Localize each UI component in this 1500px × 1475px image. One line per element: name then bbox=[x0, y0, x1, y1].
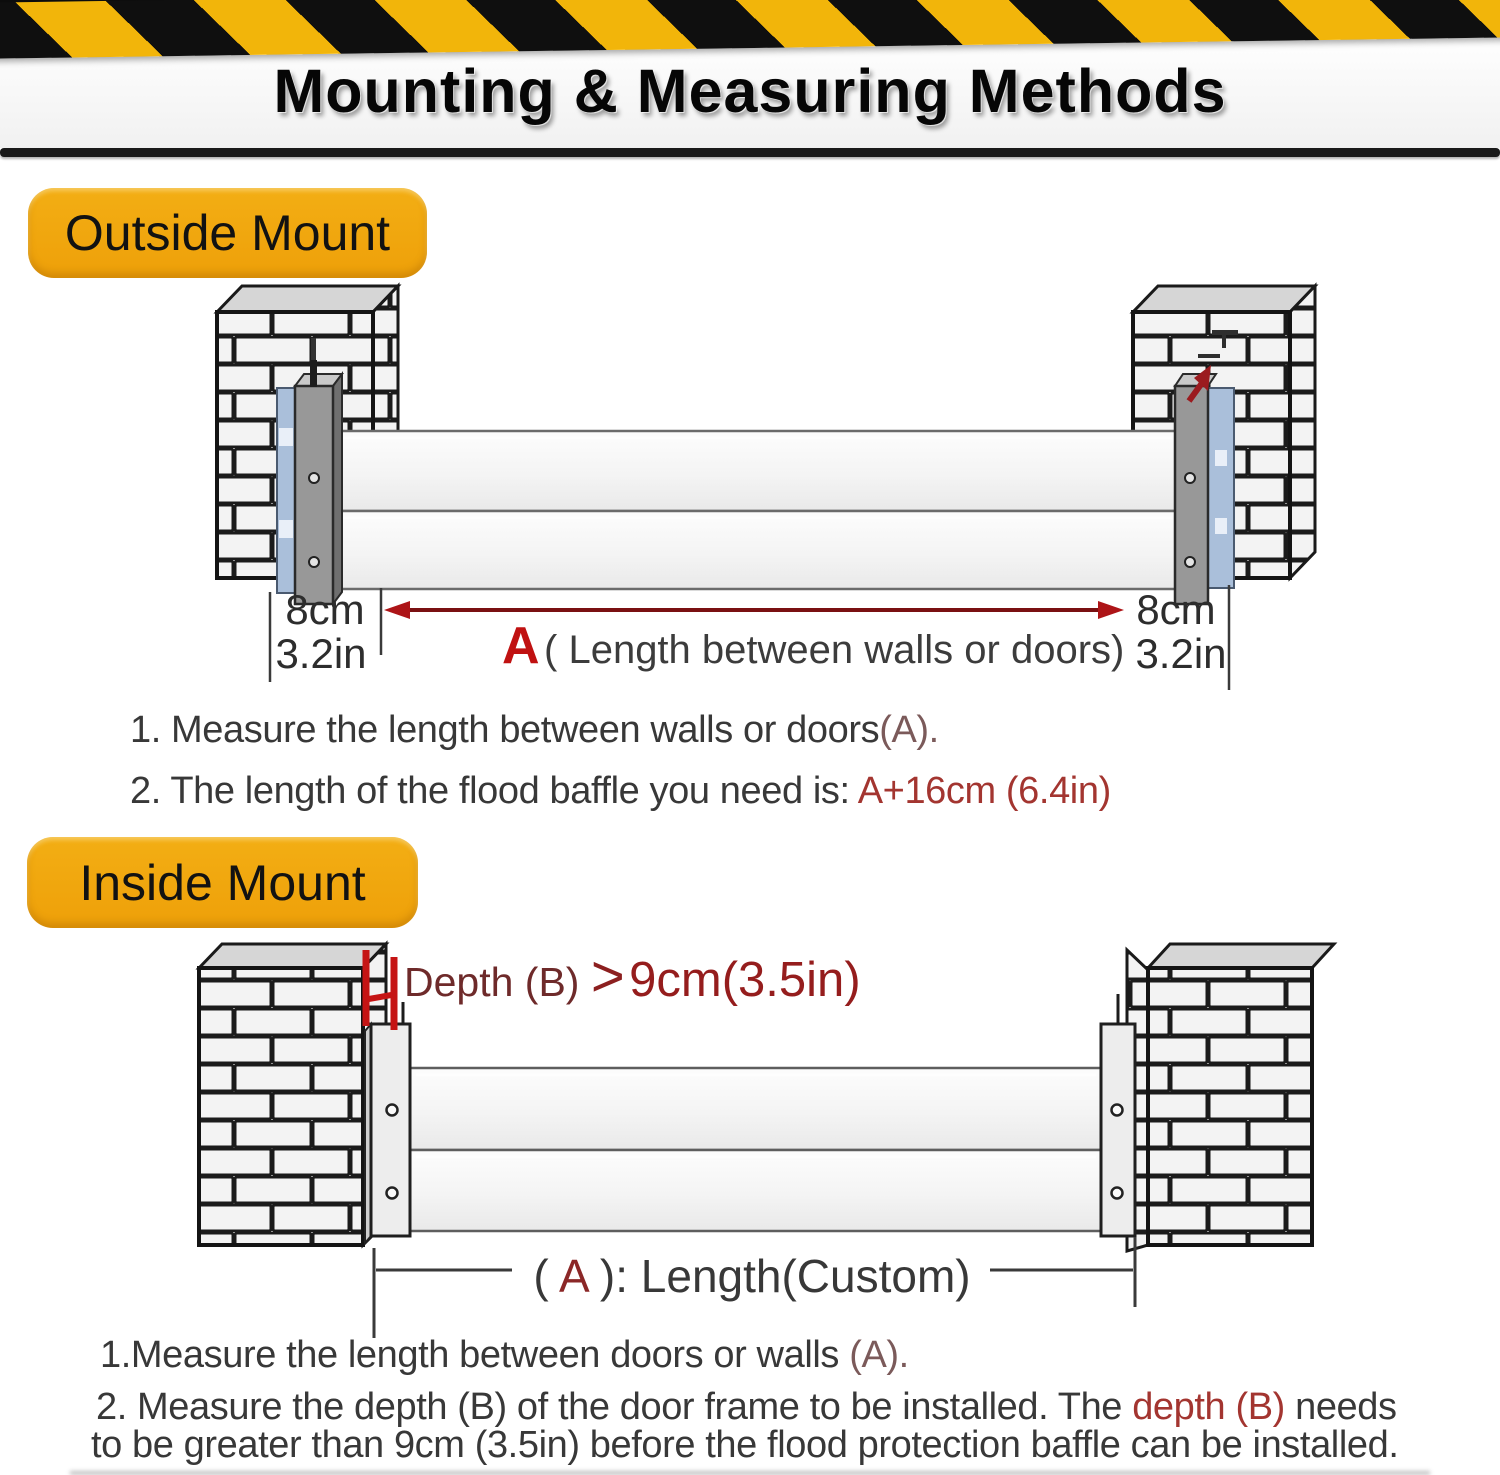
outside-step-1-mark: (A). bbox=[879, 709, 939, 751]
outside-step-2 bbox=[130, 770, 1111, 813]
screw-hole bbox=[1112, 1188, 1123, 1199]
flood-baffle bbox=[410, 1068, 1102, 1231]
depth-label-prefix: Depth (B) bbox=[404, 959, 591, 1005]
left-brick-pillar bbox=[199, 944, 386, 1245]
length-label-a: A bbox=[558, 1250, 588, 1302]
inside-step-2-text: 2. Measure the depth (B) of the door frame to be installed. The bbox=[96, 1386, 1133, 1428]
inside-step-1-mark: (A). bbox=[849, 1334, 909, 1376]
mounting-bracket bbox=[1101, 1024, 1135, 1236]
outside-step-1 bbox=[130, 709, 939, 752]
mounting-bracket bbox=[1175, 386, 1208, 604]
brick-slot-mark bbox=[1212, 330, 1238, 335]
rubber-gasket bbox=[1208, 388, 1234, 588]
flood-baffle bbox=[333, 431, 1178, 589]
screw-hole bbox=[387, 1188, 398, 1199]
inside-step-2-line-2 bbox=[91, 1424, 1399, 1467]
inside-step-2-mark: depth (B) bbox=[1132, 1386, 1285, 1428]
screw-hole bbox=[1185, 473, 1195, 483]
page-title: Mounting & Measuring Methods bbox=[273, 57, 1227, 125]
inside-step-2-line-2-text: to be greater than 9cm (3.5in) before the flood protection baffle can be installed. bbox=[91, 1424, 1399, 1466]
screw-hole bbox=[387, 1105, 398, 1116]
inside-step-1-text: 1.Measure the length between doors or walls bbox=[100, 1334, 850, 1376]
length-custom-label bbox=[533, 1250, 970, 1302]
outside-step-2-text: 2. The length of the flood baffle you need is: bbox=[130, 770, 858, 812]
right-offset-in-label: 3.2in bbox=[1135, 630, 1227, 677]
inside-step-1 bbox=[100, 1334, 909, 1377]
right-offset-cm-label: 8cm bbox=[1136, 586, 1216, 633]
mounting-bracket bbox=[295, 386, 333, 604]
flood-baffle-panel-bottom bbox=[410, 1150, 1102, 1231]
flood-baffle-panel-top bbox=[410, 1068, 1102, 1150]
length-label-open: ( bbox=[533, 1250, 549, 1302]
outside-mount-badge: Outside Mount bbox=[28, 188, 427, 278]
screw-hole bbox=[1185, 557, 1195, 567]
inside-mount-diagram bbox=[0, 935, 1500, 1345]
greater-than-sign: > bbox=[590, 944, 625, 1009]
screw-hole bbox=[309, 557, 319, 567]
depth-label-value: 9cm(3.5in) bbox=[629, 953, 861, 1007]
rubber-gasket bbox=[277, 388, 295, 593]
gasket-notch bbox=[1215, 450, 1227, 466]
left-offset-cm-label: 8cm bbox=[285, 586, 365, 633]
pin-slot bbox=[311, 338, 316, 362]
screw-hole bbox=[309, 473, 319, 483]
gasket-notch bbox=[279, 428, 293, 446]
flood-baffle-panel-bottom bbox=[333, 511, 1178, 589]
locking-pin bbox=[310, 360, 317, 387]
gasket-notch bbox=[279, 520, 293, 538]
span-arrow bbox=[384, 601, 1124, 619]
inside-step-2-line-1 bbox=[96, 1386, 1397, 1429]
brick-slot-mark bbox=[1198, 354, 1220, 358]
depth-label bbox=[404, 944, 861, 1009]
brick-slot-mark bbox=[1222, 335, 1226, 348]
right-mounting-assembly bbox=[1175, 365, 1234, 604]
outside-step-2-mark: A+16cm (6.4in) bbox=[857, 770, 1111, 812]
left-mounting-assembly bbox=[365, 1002, 410, 1243]
span-length-label bbox=[502, 617, 1124, 675]
outside-mount-diagram bbox=[0, 280, 1500, 695]
left-offset-in-label: 3.2in bbox=[275, 630, 367, 677]
span-length-label-a: A bbox=[502, 617, 540, 675]
flood-baffle-panel-top bbox=[333, 431, 1178, 511]
right-brick-pillar bbox=[1127, 944, 1334, 1251]
span-length-label-text: ( Length between walls or doors) bbox=[544, 628, 1125, 672]
title-divider bbox=[0, 148, 1500, 157]
bottom-shadow bbox=[70, 1471, 1430, 1475]
outside-step-1-text: 1. Measure the length between walls or doors bbox=[130, 709, 880, 751]
gasket-notch bbox=[1215, 518, 1227, 534]
screw-hole bbox=[1112, 1105, 1123, 1116]
length-label-rest: ): Length(Custom) bbox=[599, 1250, 971, 1302]
right-mounting-assembly bbox=[1101, 994, 1135, 1236]
inside-step-2-suffix: needs bbox=[1284, 1386, 1397, 1428]
inside-mount-badge: Inside Mount bbox=[27, 837, 418, 928]
mounting-bracket bbox=[371, 1024, 410, 1236]
